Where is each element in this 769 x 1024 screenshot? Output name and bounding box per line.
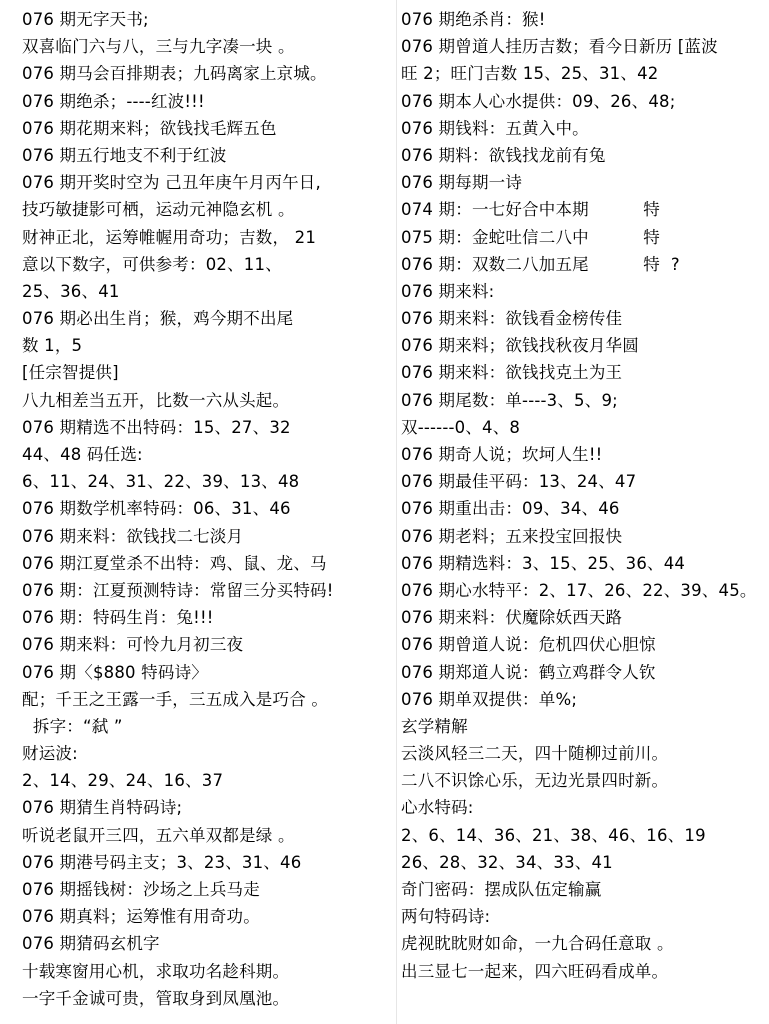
left-column-line: 076 期必出生肖；猴，鸡今期不出尾 [22,309,294,329]
left-column-line: 076 期无字天书; [22,10,149,29]
left-column-line: 八九相差当五开，比数一六从头起。 [22,390,290,410]
right-column-line: 心水特码: [401,798,474,818]
right-column-line: 076 期曾道人挂历吉数；看今日新历 [蓝波 [401,37,718,57]
right-column-line: 076 期来料；欲钱找秋夜月华圆 [401,336,639,356]
right-column-line: 076 期奇人说；坎坷人生!! [401,445,603,464]
left-column-line: 十载寒窗用心机，求取功名趁科期。 [22,961,290,981]
right-column-line: 075 期：金蛇吐信二八中 特 [401,227,660,247]
right-column-line: 076 期来料：欲钱看金榜传佳 [401,309,623,329]
left-column-line: 076 期真料；运筹惟有用奇功。 [22,907,260,927]
right-column-line: 双------0、4、8 [401,417,521,437]
right-column-line: 26、28、32、34、33、41 [401,852,613,872]
right-column-line: 076 期每期一诗 [401,173,523,193]
right-column-line: 076 期尾数：单----3、5、9; [401,390,618,410]
left-column-line: 076 期数学机率特码：06、31、46 [22,499,291,519]
right-column-line: 云淡风轻三二天，四十随柳过前川。 [401,744,669,764]
right-column-line: 奇门密码：摆成队伍定输赢 [401,880,602,899]
left-column-line: 076 期五行地支不利于红波 [22,145,227,165]
left-column-line: [任宗智提供] [22,363,119,383]
right-column-line: 076 期老料；五来投宝回报快 [401,526,623,546]
left-column-line: 076 期花期来料；欲钱找毛辉五色 [22,118,277,138]
left-column-line: 财运波: [22,744,78,764]
left-column-line: 076 期猜生肖特码诗; [22,798,183,818]
right-column-line: 076 期精选料：3、15、25、36、44 [401,553,686,573]
left-column-line: 听说老鼠开三四，五六单双都是绿 。 [22,825,295,845]
left-column-line: 意以下数字，可供参考：02、11、 [22,254,282,274]
right-column-line: 旺 2；旺门吉数 15、25、31、42 [401,64,659,84]
left-column-line: 一字千金诚可贵，管取身到凤凰池。 [22,988,290,1008]
right-column-line: 076 期郑道人说：鹤立鸡群令人钦 [401,662,656,682]
left-column-line: 双喜临门六与八，三与九字凑一块 。 [22,37,295,57]
left-column-line: 076 期来料：欲钱找二七淡月 [22,526,244,546]
left-column-line: 076 期精选不出特码：15、27、32 [22,417,291,437]
right-column-line: 076 期本人心水提供：09、26、48; [401,91,676,111]
left-column-line: 配；千王之王露一手，三五成入是巧合 。 [22,689,329,709]
left-column-line: 076 期马会百排期表；九码离家上京城。 [22,64,327,84]
left-column-line: 076 期猜码玄机字 [22,934,160,954]
left-column-line: 076 期江夏堂杀不出特：鸡、鼠、龙、马 [22,553,327,573]
left-column-line: 技巧敏捷影可栖，运动元神隐玄机 。 [22,200,295,220]
right-column-line: 076 期料：欲钱找龙前有兔 [401,145,606,165]
right-column-line: 076 期来料: [401,281,495,301]
left-column-line: 25、36、41 [22,281,120,301]
left-column-line: 076 期港号码主支；3、23、31、46 [22,852,302,872]
left-column-line: 076 期开奖时空为 己丑年庚午月丙午日, [22,173,321,193]
right-column-line: 076 期最佳平码：13、24、47 [401,472,637,492]
right-column-line: 076 期：双数二八加五尾 特 ? [401,254,680,274]
left-column-line: 076 期：江夏预测特诗：常留三分买特码! [22,580,334,600]
right-column-line: 2、6、14、36、21、38、46、16、19 [401,825,706,845]
right-column-line: 076 期单双提供：单%; [401,689,578,709]
left-column-line: 拆字：“弑 ” [22,716,123,736]
left-column-line: 076 期摇钱树：沙场之上兵马走 [22,880,260,899]
left-column-line: 076 期绝杀；----红波!!! [22,91,205,111]
left-column [22,6,394,1012]
right-column-line: 076 期曾道人说：危机四伏心胆惊 [401,635,656,655]
right-column-line: 玄学精解 [401,716,468,736]
left-column-line: 财神正北，运筹帷幄用奇功；吉数， 21 [22,227,317,247]
right-column-line: 074 期：一七好合中本期 特 [401,200,660,220]
right-column-line: 虎视眈眈财如命，一九合码任意取 。 [401,934,674,954]
right-column-line: 076 期来料：欲钱找克土为王 [401,363,623,383]
left-column-line: 076 期：特码生肖：兔!!! [22,608,214,628]
left-column-line: 6、11、24、31、22、39、13、48 [22,472,300,492]
left-column-line: 44、48 码任选: [22,445,143,464]
left-column-line: 2、14、29、24、16、37 [22,771,224,791]
left-column-line: 数 1，5 [22,336,83,356]
left-column-line: 076 期来料：可怜九月初三夜 [22,635,244,655]
right-column-line: 076 期来料：伏魔除妖西天路 [401,608,623,628]
column-divider [396,0,397,1024]
right-column-line: 076 期绝杀肖：猴! [401,10,546,29]
right-column-line: 076 期心水特平：2、17、26、22、39、45。 [401,580,757,600]
right-column [401,6,763,985]
right-column-line: 076 期重出击：09、34、46 [401,499,620,519]
right-column-line: 二八不识馀心乐，无边光景四时新。 [401,771,669,791]
right-column-line: 两句特码诗: [401,907,491,927]
left-column-line: 076 期〈$880 特码诗〉 [22,662,208,682]
right-column-line: 076 期钱料：五黄入中。 [401,118,589,138]
right-column-line: 出三显七一起来，四六旺码看成单。 [401,961,669,981]
